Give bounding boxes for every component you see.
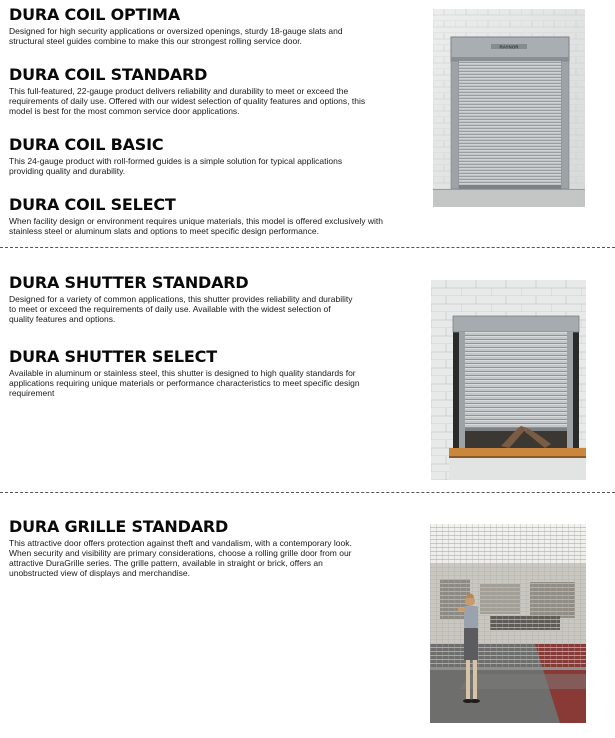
product-title: DURA COIL STANDARD [9, 65, 208, 84]
product-title: DURA COIL BASIC [9, 135, 164, 154]
product-description: This 24-gauge product with roll-formed guides is a simple solution for typical applications providing quality and durability. [9, 156, 343, 176]
dura-grille-photo [430, 524, 586, 723]
section-divider [0, 492, 615, 493]
product-description: This full-featured, 22-gauge product delivers reliability and durability to meet or exceed the requirements of daily use. Offered with our widest selection of quality features and options, this model is best for the most common service door applications. [9, 86, 366, 116]
section-divider [0, 247, 615, 248]
product-dura-grille-standard [9, 517, 404, 578]
product-description: When facility design or environment requires unique materials, this model is offered exclusively with stainless steel or aluminum slats and options to meet specific design performance. [9, 216, 384, 236]
brand-label: RAYNOR [499, 44, 519, 50]
product-dura-shutter-standard [9, 273, 404, 324]
product-title: DURA GRILLE STANDARD [9, 517, 229, 536]
section-dura-grille [0, 495, 615, 738]
product-description: Available in aluminum or stainless steel, this shutter is designed to high quality standards for applications requiring unique materials or performance characteristics to meet specific design requirement [9, 368, 360, 398]
product-title: DURA COIL OPTIMA [9, 5, 180, 24]
section-dura-coil [0, 0, 615, 247]
product-title: DURA COIL SELECT [9, 195, 176, 214]
product-dura-shutter-select [9, 347, 404, 398]
product-description: Designed for high security applications or oversized openings, sturdy 18-gauge slats and structural steel guides combine to make this our strongest rolling service door. [9, 26, 343, 46]
product-description: This attractive door offers protection against theft and vandalism, with a contemporary look. When security and visibility are primary considerations, choose a rolling grille door from our attractive DuraGrille series. The grille pattern, available in straight or brick, offers an unobstructed view of displays and merchandise. [9, 538, 352, 578]
product-description: Designed for a variety of common applications, this shutter provides reliability and durability to meet or exceed the requirements of daily use. Available with the widest selection of quality features and options. [9, 294, 353, 324]
product-dura-coil-select [9, 195, 404, 236]
product-dura-coil-optima [9, 5, 404, 46]
product-title: DURA SHUTTER STANDARD [9, 273, 249, 292]
product-dura-coil-basic [9, 135, 404, 176]
dura-coil-door-photo [433, 9, 585, 207]
product-title: DURA SHUTTER SELECT [9, 347, 217, 366]
section-dura-shutter [0, 250, 615, 492]
product-dura-coil-standard [9, 65, 404, 116]
dura-shutter-photo [431, 280, 586, 480]
